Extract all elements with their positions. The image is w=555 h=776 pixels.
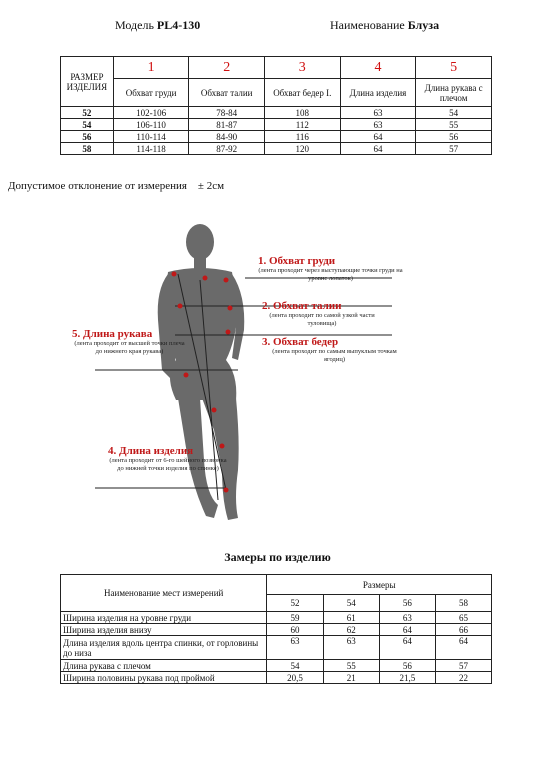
value-cell: 63 — [340, 107, 416, 119]
size-col: 54 — [323, 595, 379, 612]
label-length-note: (лента проходит от 6-го шейного позвонка до нижней точки изделия по спинке) — [109, 457, 227, 472]
col-header: Длина рукава с плечом — [416, 79, 492, 107]
row-value: 54 — [267, 660, 323, 672]
name-line — [330, 18, 439, 33]
size-cell: 52 — [61, 107, 114, 119]
row-value: 64 — [379, 636, 435, 660]
value-cell: 57 — [416, 143, 492, 155]
value-cell: 64 — [340, 131, 416, 143]
name-value: Блуза — [407, 18, 440, 32]
col-header: Длина изделия — [340, 79, 416, 107]
table-row — [61, 119, 492, 131]
size-cell: 58 — [61, 143, 114, 155]
table-row — [61, 636, 492, 660]
size-col: 58 — [436, 595, 492, 612]
sizes-header: Размеры — [267, 575, 492, 595]
value-cell: 81-87 — [189, 119, 265, 131]
label-sleeve-title: 5. Длина рукава — [72, 328, 153, 340]
value-cell: 56 — [416, 131, 492, 143]
value-cell: 87-92 — [189, 143, 265, 155]
col-header: Обхват талии — [189, 79, 265, 107]
row-value: 61 — [323, 612, 379, 624]
row-value: 63 — [267, 636, 323, 660]
value-cell: 102-106 — [113, 107, 189, 119]
value-cell: 55 — [416, 119, 492, 131]
row-value: 64 — [436, 636, 492, 660]
body-figure — [0, 200, 555, 535]
label-sleeve — [72, 328, 187, 356]
measurements-table — [60, 574, 492, 684]
label-waist — [262, 300, 382, 328]
label-chest — [258, 255, 403, 283]
value-cell: 106-110 — [113, 119, 189, 131]
col-number: 3 — [265, 57, 341, 79]
label-hips-title: 3. Обхват бедер — [262, 336, 339, 348]
size-cell: 56 — [61, 131, 114, 143]
measurements-title: Замеры по изделию — [224, 550, 331, 564]
label-length — [108, 445, 228, 473]
row-value: 59 — [267, 612, 323, 624]
row-value: 21,5 — [379, 672, 435, 684]
col-number: 2 — [189, 57, 265, 79]
value-cell: 84-90 — [189, 131, 265, 143]
row-name: Ширина изделия внизу — [61, 624, 267, 636]
row-value: 66 — [436, 624, 492, 636]
name-header: Наименование мест измерений — [61, 575, 267, 612]
row-value: 63 — [323, 636, 379, 660]
table-row — [61, 612, 492, 624]
value-cell: 116 — [265, 131, 341, 143]
row-value: 60 — [267, 624, 323, 636]
row-value: 63 — [379, 612, 435, 624]
table-row — [61, 131, 492, 143]
value-cell: 112 — [265, 119, 341, 131]
model-label: Модель — [115, 18, 154, 32]
col-number: 5 — [416, 57, 492, 79]
label-waist-title: 2. Обхват талии — [262, 300, 342, 312]
row-value: 57 — [436, 660, 492, 672]
col-header: Обхват бедер I. — [265, 79, 341, 107]
model-value: PL4-130 — [156, 18, 201, 32]
value-cell: 114-118 — [113, 143, 189, 155]
table-row — [61, 672, 492, 684]
row-name: Ширина изделия на уровне груди — [61, 612, 267, 624]
table-row — [61, 624, 492, 636]
label-hips — [262, 336, 407, 364]
value-cell: 108 — [265, 107, 341, 119]
value-cell: 54 — [416, 107, 492, 119]
row-name: Длина изделия вдоль центра спинки, от горловины до низа — [61, 636, 267, 660]
name-label: Наименование — [330, 18, 405, 32]
col-number: 4 — [340, 57, 416, 79]
label-waist-note: (лента проходит по самой узкой части туловища) — [269, 312, 375, 327]
row-value: 20,5 — [267, 672, 323, 684]
row-name: Ширина половины рукава под проймой — [61, 672, 267, 684]
tolerance-note: Допустимое отклонение от измерения ± 2см — [8, 180, 225, 192]
value-cell: 78-84 — [189, 107, 265, 119]
value-cell: 120 — [265, 143, 341, 155]
table-row — [61, 143, 492, 155]
label-chest-note: (лента проходит через выступающие точки груди на уровне лопаток) — [258, 267, 403, 282]
value-cell: 110-114 — [113, 131, 189, 143]
label-chest-title: 1. Обхват груди — [258, 255, 336, 267]
row-value: 22 — [436, 672, 492, 684]
table-row — [61, 107, 492, 119]
row-name: Длина рукава с плечом — [61, 660, 267, 672]
row-value: 62 — [323, 624, 379, 636]
label-hips-note: (лента проходит по самым выпуклым точкам ягодиц) — [272, 348, 397, 363]
table-row — [61, 660, 492, 672]
value-cell: 63 — [340, 119, 416, 131]
size-table — [60, 56, 492, 155]
row-value: 55 — [323, 660, 379, 672]
row-value: 56 — [379, 660, 435, 672]
size-col: 52 — [267, 595, 323, 612]
label-sleeve-note: (лента проходит от высшей точки плеча до нижнего края рукава) — [74, 340, 185, 355]
size-cell: 54 — [61, 119, 114, 131]
row-value: 64 — [379, 624, 435, 636]
label-length-title: 4. Длина изделия — [108, 445, 194, 457]
size-header: РАЗМЕР ИЗДЕЛИЯ — [61, 57, 114, 107]
row-value: 65 — [436, 612, 492, 624]
size-col: 56 — [379, 595, 435, 612]
col-header: Обхват груди — [113, 79, 189, 107]
row-value: 21 — [323, 672, 379, 684]
value-cell: 64 — [340, 143, 416, 155]
model-line — [115, 18, 200, 33]
col-number: 1 — [113, 57, 189, 79]
